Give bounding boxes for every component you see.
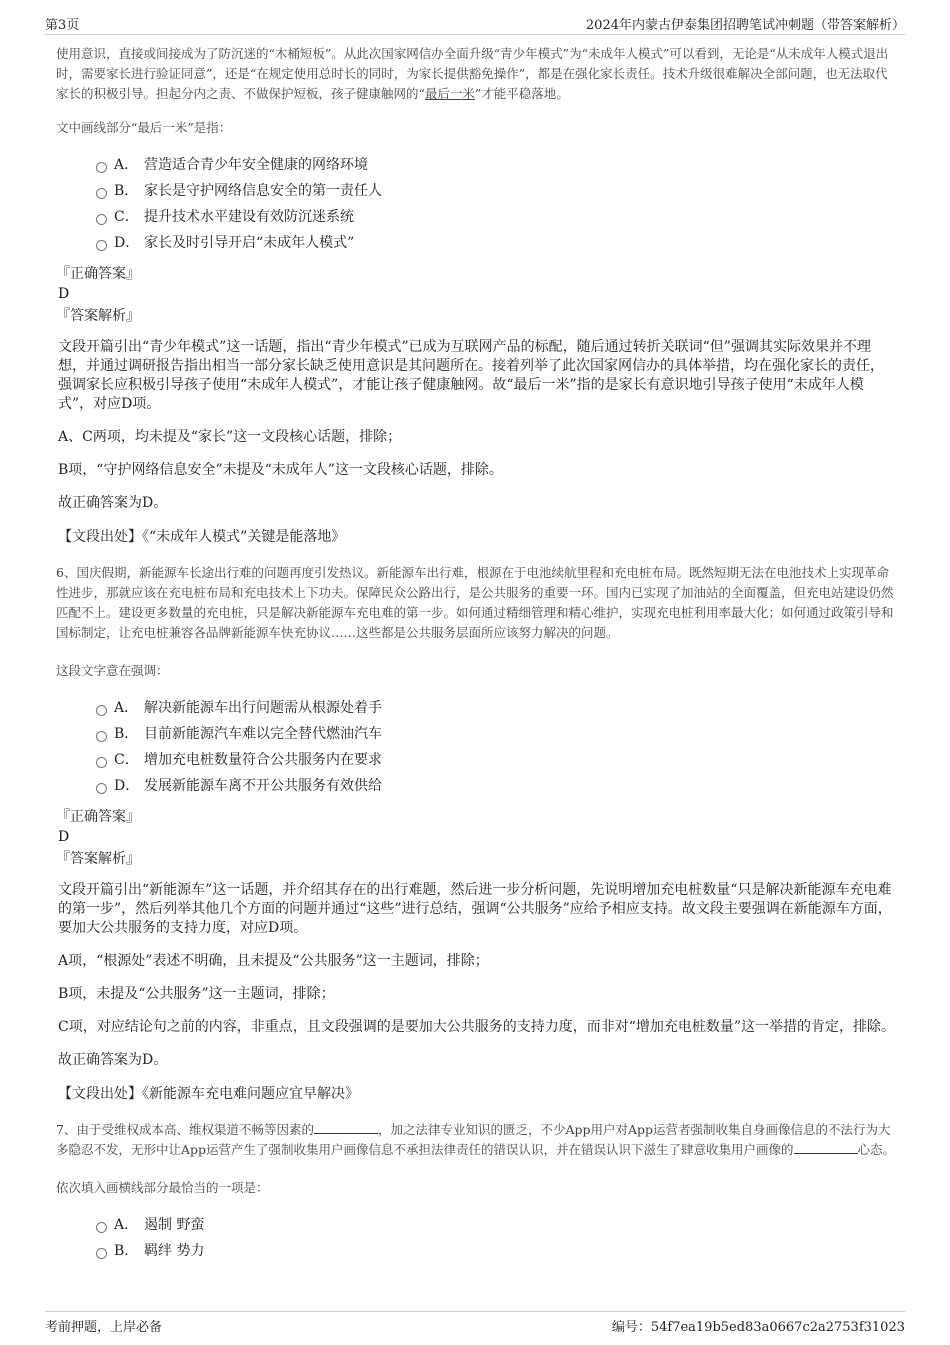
q7-option-b[interactable]: B． 羁绊 势力 xyxy=(96,1238,896,1264)
q6-option-d[interactable]: D． 发展新能源车离不开公共服务有效供给 xyxy=(96,773,896,799)
q6-option-c[interactable]: C． 增加充电桩数量符合公共服务内在要求 xyxy=(96,747,896,773)
q6-answer: D xyxy=(58,829,70,845)
q6-analysis-3: B项，未提及“公共服务”这一主题词，排除； xyxy=(58,986,335,1002)
q7-prompt: 依次填入画横线部分最恰当的一项是： xyxy=(56,1180,269,1195)
radio-icon[interactable] xyxy=(96,731,107,742)
q6-source: 【文段出处】《新能源车充电难问题应宜早解决》 xyxy=(58,1086,359,1102)
radio-icon[interactable] xyxy=(96,188,107,199)
radio-icon[interactable] xyxy=(96,705,107,716)
q5-analysis-1: 文段开篇引出“青少年模式”这一话题，指出“青少年模式”已成为互联网产品的标配，随后通过转折关联词“但”强调其实际效果并不理想，并通过调研报告指出相当一部分家长缺乏使用意识是其问题所在。接着列举了此次国家网信办的具体举措，均在强化家长的责任，强调家长应积极引导孩子使用“未成年人模式”，才能让孩子健康触网。故“最后一米”指的是家长有意识地引导孩子使用“未成年人模式”，对应D项。 xyxy=(58,339,884,412)
q6-analysis-5: 故正确答案为D。 xyxy=(58,1052,168,1068)
q6-options xyxy=(96,695,896,799)
radio-icon[interactable] xyxy=(96,162,107,173)
q6-option-b[interactable]: B． 目前新能源汽车难以完全替代燃油汽车 xyxy=(96,721,896,747)
q6-option-a[interactable]: A． 解决新能源车出行问题需从根源处着手 xyxy=(96,695,896,721)
page-footer xyxy=(45,1311,905,1334)
q5-option-d[interactable]: D． 家长及时引导开启“未成年人模式” xyxy=(96,230,896,256)
q5-option-c[interactable]: C． 提升技术水平建设有效防沉迷系统 xyxy=(96,204,896,230)
q5-correct-label: 『正确答案』 xyxy=(56,266,140,282)
q6-analysis-label: 『答案解析』 xyxy=(56,851,140,867)
q6-analysis-1: 文段开篇引出“新能源车”这一话题，并介绍其存在的出行难题，然后进一步分析问题，先说明增加充电桩数量“只是解决新能源车充电难的第一步”，然后列举其他几个方面的问题并通过“这些”进行总结，强调“公共服务”应给予相应支持。故文段主要强调在新能源车方面，要加大公共服务的支持力度，对应D项。 xyxy=(58,882,892,936)
q6-correct-label: 『正确答案』 xyxy=(56,809,140,825)
q6-prompt: 这段文字意在强调： xyxy=(56,663,169,678)
radio-icon[interactable] xyxy=(96,757,107,768)
fill-blank-2 xyxy=(794,1141,858,1154)
q5-analysis-label: 『答案解析』 xyxy=(56,308,140,324)
q5-analysis-2: A、C两项，均未提及“家长”这一文段核心话题，排除； xyxy=(58,429,402,445)
q5-underlined-phrase: 最后一米 xyxy=(424,86,475,101)
q5-analysis-3: B项，“守护网络信息安全”未提及“未成年人”这一文段核心话题，排除。 xyxy=(58,462,503,478)
footer-serial-number: 编号：54f7ea19b5ed83a0667c2a2753f31023 xyxy=(611,1320,905,1335)
q5-options xyxy=(96,152,896,256)
q5-source: 【文段出处】《“未成年人模式”关键是能落地》 xyxy=(58,529,346,545)
q6-analysis-4: C项，对应结论句之前的内容，非重点，且文段强调的是要加大公共服务的支持力度，而非对“增加充电桩数量”这一举措的肯定，排除。 xyxy=(58,1019,896,1035)
radio-icon[interactable] xyxy=(96,1222,107,1233)
radio-icon[interactable] xyxy=(96,783,107,794)
footer-slogan: 考前押题，上岸必备 xyxy=(45,1320,163,1335)
radio-icon[interactable] xyxy=(96,1248,107,1259)
q7-option-a[interactable]: A． 遏制 野蛮 xyxy=(96,1212,896,1238)
q6-text: 6、国庆假期，新能源车长途出行难的问题再度引发热议。新能源车出行难，根源在于电池续航里程和充电桩布局。既然短期无法在电池技术上实现革命性进步，那就应该在充电桩布局和充电技术上下功夫。保障民众公路出行，是公共服务的重要一环。国内已实现了加油站的全面覆盖，但充电站建设仍然匹配不上。建设更多数量的充电桩，只是解决新能源车充电难的第一步。如何通过精细管理和精心维护，实现充电桩利用率最大化；如何通过政策引导和国标制定，让充电桩兼容各品牌新能源车快充协议……这些都是公共服务层面所应该努力解决的问题。 xyxy=(56,565,894,640)
q5-prompt: 文中画线部分“最后一米”是指： xyxy=(56,120,232,135)
q7-text: 7、由于受维权成本高、维权渠道不畅等因素的 ，加之法律专业知识的匮乏，不少App用户对App运营者强制收集自身画像信息的不法行为大多隐忍不发，无形中让App运营产生了强制收集用户画像信息不承担法律责任的错误认识，并在错误认识下滋生了肆意收集用户画像的 心态。 xyxy=(56,1122,896,1157)
radio-icon[interactable] xyxy=(96,240,107,251)
q5-option-a[interactable]: A． 营造适合青少年安全健康的网络环境 xyxy=(96,152,896,178)
radio-icon[interactable] xyxy=(96,214,107,225)
fill-blank-1 xyxy=(314,1121,378,1134)
page-number: 第3页 xyxy=(45,18,80,33)
document-body xyxy=(56,44,896,1264)
q5-passage: 使用意识，直接或间接成为了防沉迷的“木桶短板”。从此次国家网信办全面升级“青少年模式”为“未成年人模式”可以看到，无论是“从未成年人模式退出时，需要家长进行验证同意”，还是“在规定使用总时长的同时，为家长提供豁免操作”，都是在强化家长责任。技术升级很难解决全部问题，也无法取代家长的积极引导。担起分内之责、不做保护短板，孩子健康触网的“最后一米”才能平稳落地。 xyxy=(56,46,889,101)
document-title: 2024年内蒙古伊泰集团招聘笔试冲刺题（带答案解析） xyxy=(585,18,905,33)
page-header xyxy=(45,12,905,35)
q5-option-b[interactable]: B． 家长是守护网络信息安全的第一责任人 xyxy=(96,178,896,204)
q7-options xyxy=(96,1212,896,1264)
q6-analysis-2: A项，“根源处”表述不明确，且未提及“公共服务”这一主题词，排除； xyxy=(58,953,489,969)
q5-analysis-4: 故正确答案为D。 xyxy=(58,495,168,511)
q5-answer: D xyxy=(58,286,70,302)
